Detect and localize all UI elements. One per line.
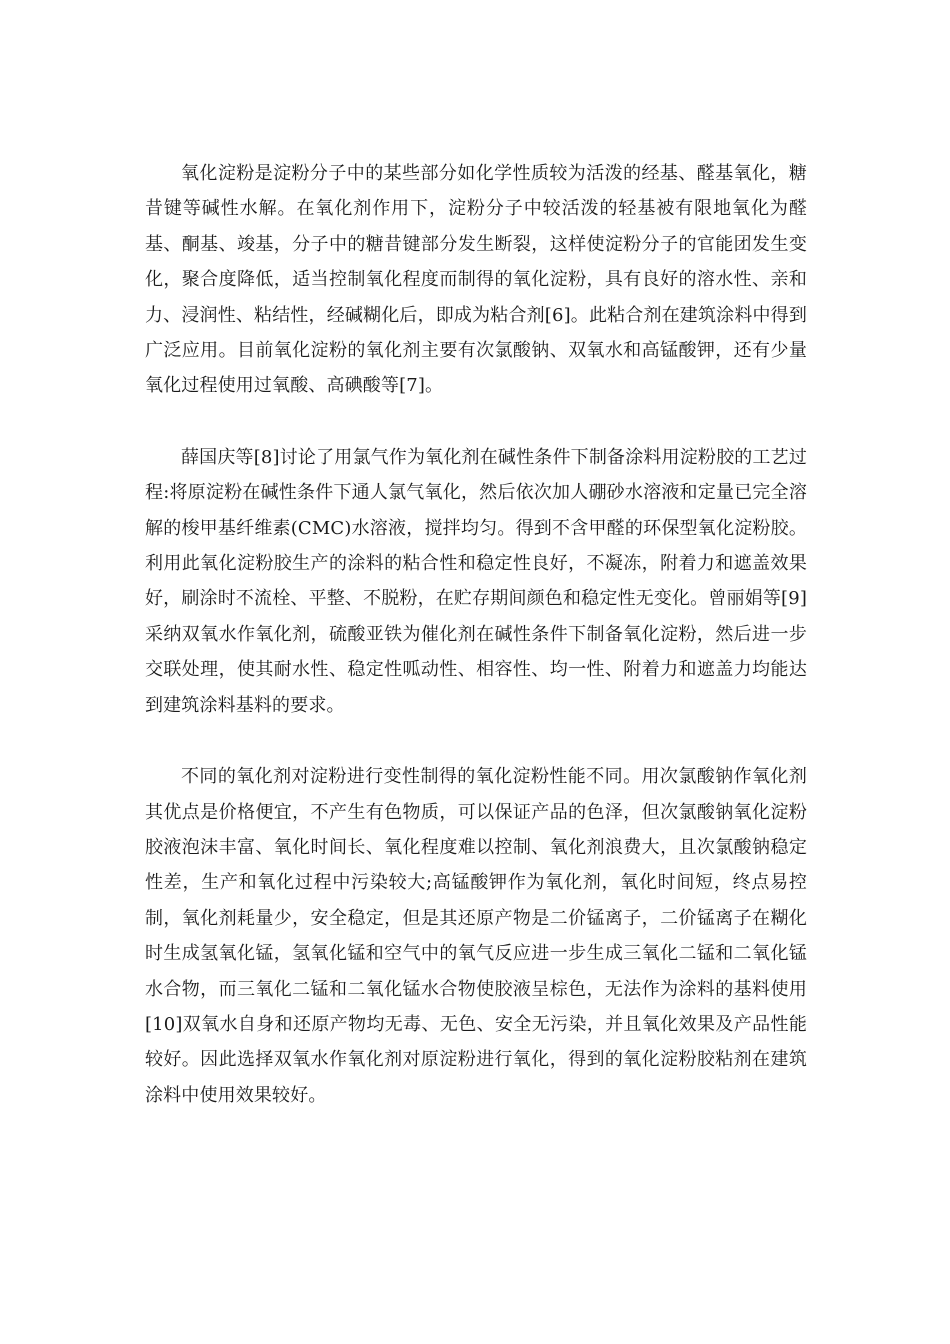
paragraph-oxidant-comparison: 不同的氧化剂对淀粉进行变性制得的氧化淀粉性能不同。用次氯酸钠作氧化剂其优点是价格便宜，不产生有色物质，可以保证产品的色泽，但次氯酸钠氧化淀粉胶液泡沫丰富、氧化时间长、氧化程度难以控制、氧化剂浪费大，且次氯酸钠稳定性差，生产和氧化过程中污染较大;高锰酸钾作为氧化剂，氧化时间短，终点易控制，氧化剂耗量少，安全稳定，但是其还原产物是二价锰离子，二价锰离子在糊化时生成氢氧化锰，氢氧化锰和空气中的氧气反应进一步生成三氧化二锰和二氧化锰水合物，而三氧化二锰和二氧化锰水合物使胶液呈棕色，无法作为涂料的基料使用[10]双氧水自身和还原产物均无毒、无色、安全无污染，并且氧化效果及产品性能较好。因此选择双氧水作氧化剂对原淀粉进行氧化，得到的氧化淀粉胶粘剂在建筑涂料中使用效果较好。 <box>145 766 807 1106</box>
paragraph-preparation-methods: 薛国庆等[8]讨论了用氯气作为氧化剂在碱性条件下制备涂料用淀粉胶的工艺过程:将原淀粉在碱性条件下通人氯气氧化，然后依次加人硼砂水溶液和定量已完全溶解的梭甲基纤维素(CMC)水溶液，搅拌均匀。得到不含甲醛的环保型氧化淀粉胶。利用此氧化淀粉胶生产的涂料的粘合性和稳定性良好，不凝冻，附着力和遮盖效果好，刷涂时不流栓、平整、不脱粉，在贮存期间颜色和稳定性无变化。曾丽娟等[9]采纳双氧水作氧化剂，硫酸亚铁为催化剂在碱性条件下制备氧化淀粉，然后进一步交联处理，使其耐水性、稳定性呱动性、相容性、均一性、附着力和遮盖力均能达到建筑涂料基料的要求。 <box>145 446 807 716</box>
paragraph-oxidized-starch-intro: 氧化淀粉是淀粉分子中的某些部分如化学性质较为活泼的经基、醛基氧化，糖昔键等碱性水解。在氧化剂作用下，淀粉分子中较活泼的轻基被有限地氧化为醛基、酮基、竣基，分子中的糖昔键部分发生断裂，这样使淀粉分子的官能团发生变化，聚合度降低，适当控制氧化程度而制得的氧化淀粉，具有良好的溶水性、亲和力、浸润性、粘结性，经碱糊化后，即成为粘合剂[6]。此粘合剂在建筑涂料中得到广泛应用。目前氧化淀粉的氧化剂主要有次氯酸钠、双氧水和高锰酸钾，还有少量氧化过程使用过氧酸、高碘酸等[7]。 <box>145 163 807 397</box>
body-text <box>145 156 807 1113</box>
